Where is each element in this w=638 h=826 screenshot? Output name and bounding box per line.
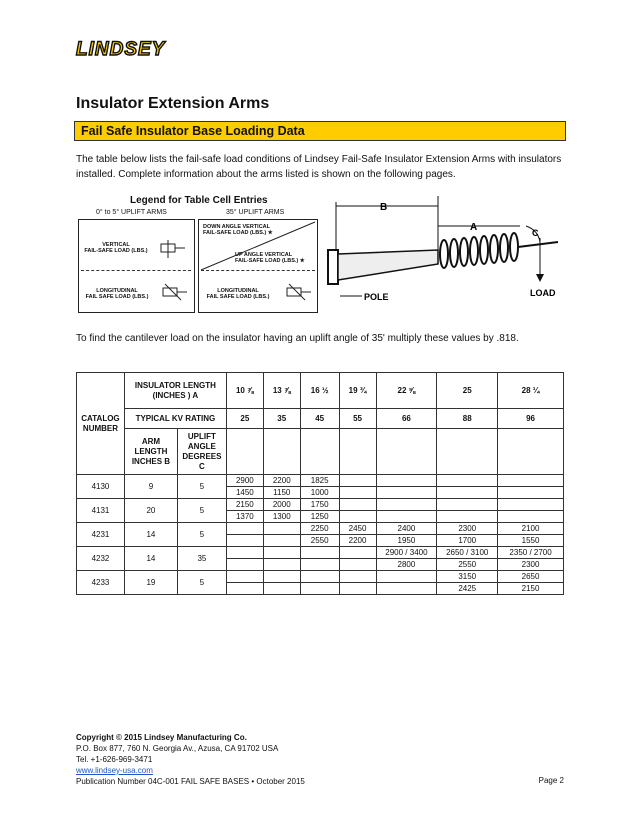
load-cell: 2300 — [437, 523, 498, 535]
load-cell — [498, 499, 564, 511]
arm-cell: 14 — [124, 547, 177, 571]
legend-left-box — [78, 219, 195, 313]
load-cell — [263, 523, 300, 535]
arm-cell: 14 — [124, 523, 177, 547]
legend-right-top1-text: DOWN ANGLE VERTICAL FAIL-SAFE LOAD (LBS.) ★ — [203, 224, 273, 236]
length-header-cell: 10 ⅞ — [226, 373, 263, 409]
table-row — [77, 571, 564, 583]
kv-rating-header: TYPICAL KV RATING — [124, 409, 226, 429]
load-cell — [226, 523, 263, 535]
diagram-label-pole: POLE — [364, 292, 389, 302]
insulator-icon — [159, 282, 189, 304]
catalog-cell: 4231 — [77, 523, 125, 547]
uplift-cell: 5 — [177, 523, 226, 547]
length-header-cell: 25 — [437, 373, 498, 409]
load-cell — [498, 487, 564, 499]
load-cell — [339, 559, 376, 571]
load-cell — [376, 511, 437, 523]
logo-text: LINDSEY — [76, 39, 166, 58]
load-cell: 2650 / 3100 — [437, 547, 498, 559]
load-cell — [226, 559, 263, 571]
load-cell: 2250 — [300, 523, 339, 535]
copyright: Copyright © 2015 Lindsey Manufacturing Co. — [76, 733, 247, 742]
arm-cell: 9 — [124, 475, 177, 499]
diagram-label-load: LOAD — [530, 288, 556, 298]
kv-cell: 88 — [437, 409, 498, 429]
arm-cell: 19 — [124, 571, 177, 595]
diagram-label-c: C — [532, 228, 539, 238]
load-cell — [339, 547, 376, 559]
load-cell — [263, 583, 300, 595]
load-cell: 2400 — [376, 523, 437, 535]
load-cell: 2300 — [498, 559, 564, 571]
catalog-cell: 4233 — [77, 571, 125, 595]
legend-right-bottom-text: LONGITUDINAL FAIL SAFE LOAD (LBS.) — [206, 288, 270, 300]
load-cell: 1450 — [226, 487, 263, 499]
load-cell — [376, 583, 437, 595]
lindsey-logo — [74, 38, 186, 58]
legend-divider — [201, 270, 315, 271]
insulator-length-header: INSULATOR LENGTH (INCHES ) A — [124, 373, 226, 409]
load-cell — [263, 559, 300, 571]
load-cell — [263, 547, 300, 559]
section-bar: Fail Safe Insulator Base Loading Data — [74, 121, 566, 141]
page-number: Page 2 — [538, 776, 564, 785]
insulator-icon — [157, 238, 187, 260]
arm-length-header: ARM LENGTH INCHES B — [124, 429, 177, 475]
catalog-cell: 4131 — [77, 499, 125, 523]
load-cell — [300, 571, 339, 583]
arm-cell: 20 — [124, 499, 177, 523]
load-cell: 2900 — [226, 475, 263, 487]
load-cell — [226, 547, 263, 559]
catalog-cell: 4130 — [77, 475, 125, 499]
load-cell — [339, 487, 376, 499]
load-cell — [339, 511, 376, 523]
intro-paragraph: The table below lists the fail-safe load conditions of Lindsey Fail-Safe Insulator Extension Arms with insulators installed. Complete information about the arms listed is shown on the following pages. — [76, 154, 562, 180]
load-cell: 1250 — [300, 511, 339, 523]
load-cell: 1825 — [300, 475, 339, 487]
legend-right-top2-text: UP ANGLE VERTICAL FAIL-SAFE LOAD (LBS.) ★ — [235, 252, 305, 264]
load-cell: 2650 — [498, 571, 564, 583]
load-cell: 3150 — [437, 571, 498, 583]
empty-cell — [226, 429, 263, 475]
load-cell — [498, 511, 564, 523]
publication-number: Publication Number 04C-001 FAIL SAFE BASES • October 2015 — [76, 777, 305, 786]
load-cell: 2100 — [498, 523, 564, 535]
load-cell: 1000 — [300, 487, 339, 499]
uplift-cell: 5 — [177, 499, 226, 523]
empty-cell — [498, 429, 564, 475]
load-cell — [376, 571, 437, 583]
address: P.O. Box 877, 760 N. Georgia Av., Azusa, CA 91702 USA — [76, 744, 279, 753]
uplift-angle-header: UPLIFT ANGLE DEGREES C — [177, 429, 226, 475]
length-header-cell: 19 ¾ — [339, 373, 376, 409]
length-header-cell: 16 ½ — [300, 373, 339, 409]
empty-cell — [376, 429, 437, 475]
table-row — [77, 499, 564, 511]
load-cell — [300, 547, 339, 559]
empty-cell — [300, 429, 339, 475]
load-cell — [498, 475, 564, 487]
table-row — [77, 523, 564, 535]
load-cell: 2900 / 3400 — [376, 547, 437, 559]
legend-title: Legend for Table Cell Entries — [130, 195, 268, 206]
uplift-cell: 35 — [177, 547, 226, 571]
length-header-cell: 13 ⅞ — [263, 373, 300, 409]
load-cell — [339, 475, 376, 487]
catalog-cell: 4232 — [77, 547, 125, 571]
load-cell: 2550 — [300, 535, 339, 547]
website-link[interactable]: www.lindsey-usa.com — [76, 766, 153, 775]
footer — [76, 732, 305, 787]
load-cell: 1950 — [376, 535, 437, 547]
load-cell: 2000 — [263, 499, 300, 511]
load-cell — [226, 583, 263, 595]
legend-left-bottom-text: LONGITUDINAL FAIL SAFE LOAD (LBS.) — [85, 288, 149, 300]
load-cell: 2450 — [339, 523, 376, 535]
load-cell: 1550 — [498, 535, 564, 547]
load-cell — [263, 535, 300, 547]
catalog-number-header: CATALOG NUMBER — [77, 373, 125, 475]
kv-cell: 25 — [226, 409, 263, 429]
load-cell: 1700 — [437, 535, 498, 547]
load-cell: 1370 — [226, 511, 263, 523]
load-cell — [300, 559, 339, 571]
empty-cell — [339, 429, 376, 475]
loading-data-table — [76, 372, 564, 595]
insulator-icon — [283, 282, 313, 304]
kv-cell: 45 — [300, 409, 339, 429]
load-cell — [376, 499, 437, 511]
legend-left-top-text: VERTICAL FAIL-SAFE LOAD (LBS.) — [84, 242, 148, 254]
load-cell — [437, 511, 498, 523]
kv-cell: 55 — [339, 409, 376, 429]
legend-left-head: 0° to 5° UPLIFT ARMS — [96, 209, 167, 216]
table-row — [77, 547, 564, 559]
load-cell: 1300 — [263, 511, 300, 523]
load-cell — [226, 571, 263, 583]
page-title: Insulator Extension Arms — [76, 95, 270, 112]
legend-divider — [81, 270, 191, 271]
load-cell — [376, 487, 437, 499]
telephone: Tel. +1-626-969-3471 — [76, 755, 153, 764]
uplift-cell: 5 — [177, 475, 226, 499]
load-cell: 2150 — [226, 499, 263, 511]
load-cell: 2200 — [263, 475, 300, 487]
load-cell: 2800 — [376, 559, 437, 571]
kv-cell: 66 — [376, 409, 437, 429]
load-cell — [339, 583, 376, 595]
load-cell: 2350 / 2700 — [498, 547, 564, 559]
load-cell: 2150 — [498, 583, 564, 595]
legend-right-box — [198, 219, 318, 313]
load-cell — [376, 475, 437, 487]
kv-cell: 35 — [263, 409, 300, 429]
load-cell: 2550 — [437, 559, 498, 571]
load-cell — [339, 499, 376, 511]
load-cell — [339, 571, 376, 583]
kv-cell: 96 — [498, 409, 564, 429]
load-cell — [437, 475, 498, 487]
legend-right-head: 35° UPLIFT ARMS — [226, 209, 285, 216]
length-header-cell: 22 ⅝ — [376, 373, 437, 409]
load-cell — [263, 571, 300, 583]
load-cell: 1150 — [263, 487, 300, 499]
diagram-label-a: A — [470, 222, 478, 233]
cantilever-note: To find the cantilever load on the insulator having an uplift angle of 35' multiply these values by .818. — [76, 333, 519, 344]
load-cell: 2200 — [339, 535, 376, 547]
load-cell: 1750 — [300, 499, 339, 511]
empty-cell — [437, 429, 498, 475]
insulator-skirts — [440, 233, 518, 268]
insulator-arm-diagram — [326, 192, 562, 312]
uplift-cell: 5 — [177, 571, 226, 595]
load-cell — [437, 487, 498, 499]
load-cell: 2425 — [437, 583, 498, 595]
load-cell — [300, 583, 339, 595]
empty-cell — [263, 429, 300, 475]
load-cell — [226, 535, 263, 547]
diagram-label-b: B — [380, 202, 388, 213]
load-cell — [437, 499, 498, 511]
table-row — [77, 475, 564, 487]
length-header-cell: 28 ¼ — [498, 373, 564, 409]
